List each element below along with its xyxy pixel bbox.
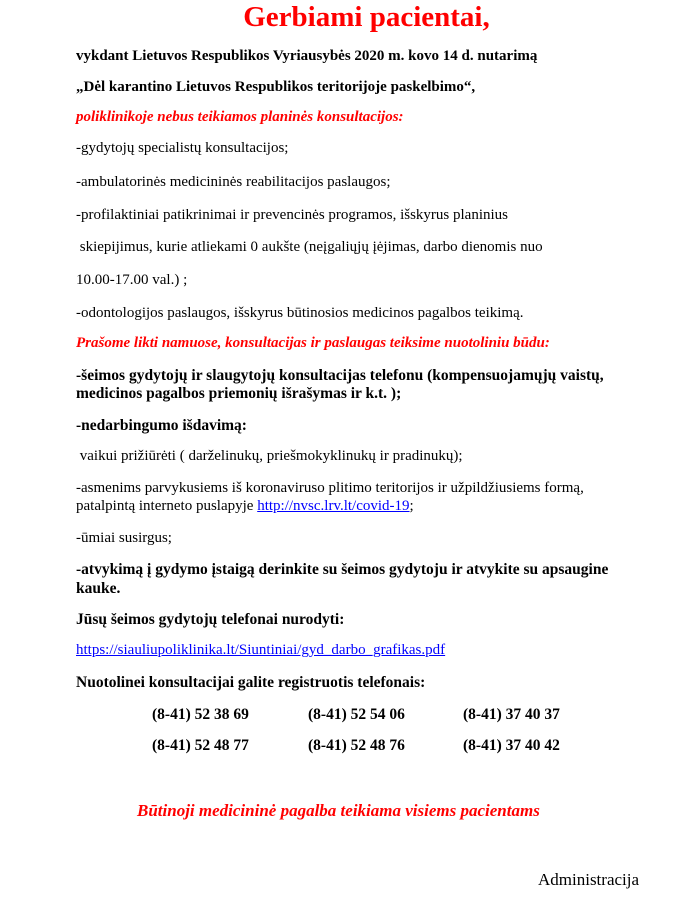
phone-number: (8-41) 52 38 69: [152, 706, 249, 723]
list-item: -profilaktiniai patikrinimai ir prevencinės programos, išskyrus planinius: [76, 207, 508, 223]
sick-leave-item: vaikui prižiūrėti ( darželinukų, priešmokyklinukų ir pradinukų);: [76, 448, 463, 464]
sick-leave-item: -asmenims parvykusiems iš koronaviruso plitimo teritorijos ir užpildžiusiems formą,: [76, 480, 584, 496]
remote-item-line-1: -šeimos gydytojų ir slaugytojų konsultacijas telefonu (kompensuojamųjų vaistų,: [76, 367, 604, 384]
footer-note: Būtinoji medicininė pagalba teikiama visiems pacientams: [137, 801, 540, 820]
intro-line-2: „Dėl karantino Lietuvos Respublikos teritorijoje paskelbimo“,: [76, 79, 476, 95]
registration-heading: Nuotolinei konsultacijai galite registruotis telefonais:: [76, 674, 426, 691]
intro-line-1: vykdant Lietuvos Respublikos Vyriausybės 2020 m. kovo 14 d. nutarimą: [76, 48, 538, 64]
list-item: -gydytojų specialistų konsultacijos;: [76, 140, 289, 156]
sick-leave-item-continued: [76, 497, 414, 516]
list-item: -odontologijos paslaugos, išskyrus būtinosios medicinos pagalbos teikimą.: [76, 305, 524, 321]
visit-line-1: -atvykimą į gydymo įstaigą derinkite su šeimos gydytoju ir atvykite su apsaugine: [76, 561, 609, 578]
not-provided-heading: poliklinikoje nebus teikiamos planinės konsultacijos:: [76, 109, 404, 125]
phone-number: (8-41) 52 54 06: [308, 706, 405, 723]
doctors-schedule-link[interactable]: https://siauliupoliklinika.lt/Siuntiniai/gyd_darbo_grafikas.pdf: [76, 642, 446, 658]
sick-leave-item-suffix: ;: [409, 498, 414, 514]
sick-leave-item: -ūmiai susirgus;: [76, 530, 172, 546]
visit-line-2: kauke.: [76, 580, 121, 597]
sick-leave-item-text: patalpintą interneto puslapyje: [76, 498, 258, 514]
list-item: skiepijimus, kurie atliekami 0 aukšte (neįgaliųjų įėjimas, darbo dienomis nuo: [76, 239, 543, 255]
list-item: 10.00-17.00 val.) ;: [76, 272, 188, 288]
remote-item-line-2: medicinos pagalbos priemonių išrašymas ir k.t. );: [76, 385, 402, 402]
phone-number: (8-41) 52 48 77: [152, 737, 249, 754]
page-title: Gerbiami pacientai,: [243, 1, 490, 33]
remote-heading: Prašome likti namuose, konsultacijas ir paslaugas teiksime nuotoliniu būdu:: [76, 335, 550, 351]
list-item: -ambulatorinės medicininės reabilitacijos paslaugos;: [76, 174, 391, 190]
phone-number: (8-41) 52 48 76: [308, 737, 405, 754]
phones-heading: Jūsų šeimos gydytojų telefonai nurodyti:: [76, 611, 345, 628]
phone-number: (8-41) 37 40 37: [463, 706, 560, 723]
signature: Administracija: [538, 870, 640, 889]
sick-leave-heading: -nedarbingumo išdavimą:: [76, 417, 247, 434]
phone-number: (8-41) 37 40 42: [463, 737, 560, 754]
nvsc-covid-link[interactable]: http://nvsc.lrv.lt/covid-19: [257, 498, 410, 514]
